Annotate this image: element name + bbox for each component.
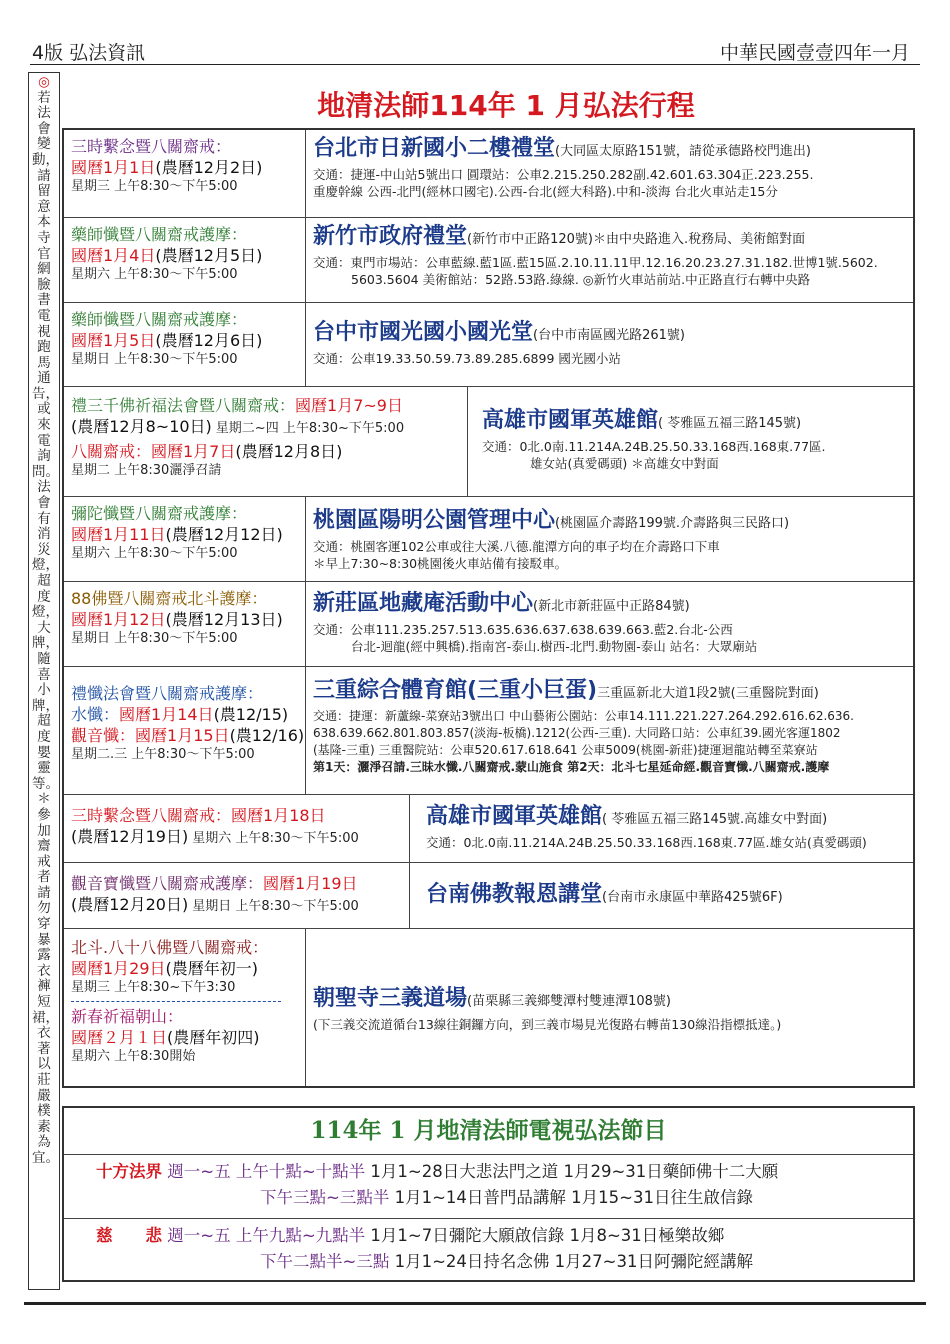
event-name: 北斗.八十八佛暨八關齋戒： bbox=[71, 938, 269, 957]
event-name-2: 八關齋戒：國曆1月7日 bbox=[71, 442, 236, 461]
venue-name: 高雄市國軍英雄館 bbox=[482, 408, 659, 433]
event-time: 星期六 上午8:30～下午5:00 bbox=[71, 546, 238, 561]
event-time: 星期二~四 上午8:30~下午5:00 bbox=[215, 421, 405, 436]
date-lunar: (農曆年初一) bbox=[165, 959, 259, 978]
venue-name: 台中市國光國小國光堂 bbox=[313, 320, 534, 345]
venue-name: 新竹市政府禮堂 bbox=[313, 224, 468, 249]
venue-address: (台南市永康區中華路425號6F) bbox=[602, 890, 783, 905]
event-name: 禮三千佛祈福法會暨八關齋戒： bbox=[71, 396, 296, 415]
date-lunar-2: (農曆12月8日) bbox=[235, 442, 343, 461]
transport-line: 交通：0北.0南.11.214A.24B.25.50.33.168西.168東.77區.雄女站(真愛碼頭) bbox=[426, 835, 867, 850]
date-lunar: (農曆12月6日) bbox=[155, 331, 263, 350]
schedule-row bbox=[64, 303, 913, 387]
venue-address: (新北市新莊區中正路84號) bbox=[533, 599, 690, 614]
event-date: 國曆1月19日 bbox=[263, 874, 358, 893]
transport-line: 5603.5604 美術館站：52路.53路.綠線. ◎新竹火車站前站.中正路直行右轉中央路 bbox=[351, 272, 811, 287]
venue-address: (台中市南區國光路261號) bbox=[533, 328, 685, 343]
program: 1月1~24日持名念佛 1月27~31日阿彌陀經講解 bbox=[394, 1252, 753, 1271]
transport-line: 交通：東門市場站：公車藍線.藍1區.藍15區.2.10.11.11甲.12.16.20.23.27.31.182.世博1號.5602. bbox=[313, 255, 878, 270]
event-time: 星期日 上午8:30～下午5:00 bbox=[71, 352, 238, 367]
schedule-row bbox=[64, 218, 913, 303]
page-header bbox=[32, 38, 910, 66]
transport-line: 交通：公車19.33.50.59.73.89.285.6899 國光國小站 bbox=[313, 351, 621, 366]
transport-line: 交通：0北.0南.11.214A.24B.25.50.33.168西.168東.77區. bbox=[482, 439, 826, 454]
date-lunar-2: (農曆年初四) bbox=[167, 1028, 260, 1047]
schedule-row bbox=[64, 863, 913, 929]
channel-name: 十方法界 bbox=[96, 1162, 162, 1181]
venue-address: (大同區太原路151號，請從承德路校門進出) bbox=[555, 144, 811, 159]
tv-channel-1-line-2 bbox=[260, 1186, 753, 1210]
event-date: 國曆1月7~9日 bbox=[295, 396, 403, 415]
event-time: 星期日 上午8:30～下午5:00 bbox=[71, 631, 238, 646]
transport-line: 638.639.662.801.803.857(淡海-板橋).1212(公西-三重). 大同路口站：公車紅39.國光客運1802 bbox=[313, 726, 841, 740]
date-gregorian: 國曆1月1日 bbox=[71, 158, 156, 177]
page-title: 地清法師114年 1 月弘法行程 bbox=[317, 89, 695, 122]
tv-title: 114年 1 月地清法師電視弘法節目 bbox=[64, 1108, 913, 1155]
date-lunar: (農曆12月8~10日) bbox=[71, 417, 212, 436]
line-a-date: 國曆1月14日 bbox=[119, 705, 214, 724]
tv-channel-2-line-1 bbox=[96, 1224, 724, 1248]
event-time: 星期六 上午8:30～下午5:00 bbox=[71, 267, 238, 282]
transport-line: 重慶幹線 公西-北門(經林口國宅).公西-台北(經大科路).中和-淡海 台北火車站走15分 bbox=[313, 184, 778, 199]
schedule-row bbox=[64, 130, 913, 218]
transport-line: 雄女站(真愛碼頭) ＊高雄女中對面 bbox=[530, 456, 719, 471]
schedule-row bbox=[64, 667, 913, 795]
header-divider bbox=[30, 64, 920, 65]
side-note-text: 若法會變動，請留意本寺官網臉書電視跑馬通告，或來電詢問。法會有消災燈，超度燈，大牌，隨喜小牌，超度嬰靈等。＊參加齋戒者請勿穿暴露衣褲短裙，衣著以莊嚴樸素為宜。 bbox=[32, 89, 59, 1166]
tv-channel-1-line-1 bbox=[96, 1160, 778, 1184]
schedule-row bbox=[64, 497, 913, 582]
transport-line: 交通：公車111.235.257.513.635.636.637.638.639.663.藍2.台北-公西 bbox=[313, 622, 733, 637]
venue-address: ( 苓雅區五福三路145號) bbox=[658, 416, 802, 431]
venue-address: (桃園區介壽路199號.介壽路與三民路口) bbox=[555, 516, 790, 531]
event-name: 藥師懺暨八關齋戒護摩： bbox=[71, 310, 248, 329]
program: 1月1~28日大悲法門之道 1月29~31日藥師佛十二大願 bbox=[370, 1162, 779, 1181]
event-name: 三時繫念暨八關齋戒： bbox=[71, 137, 232, 156]
time-slot: 上午十點~十點半 bbox=[235, 1162, 366, 1181]
event-name: 三時繫念暨八關齋戒： bbox=[71, 806, 232, 825]
date-lunar: (農曆12月19日) bbox=[71, 827, 189, 846]
schedule-row bbox=[64, 929, 913, 1086]
event-time: 星期日 上午8:30～下午5:00 bbox=[192, 899, 359, 914]
event-time-2: 星期六 上午8:30開始 bbox=[71, 1049, 196, 1064]
date-lunar: (農曆12月12日) bbox=[165, 525, 283, 544]
event-time: 星期三 上午8:30~下午3:30 bbox=[71, 980, 236, 995]
date-gregorian: 國曆1月5日 bbox=[71, 331, 156, 350]
side-note-mark: ◎ bbox=[38, 74, 50, 90]
venue-name: 朝聖寺三義道場 bbox=[313, 986, 468, 1011]
channel-days: 週一~五 bbox=[167, 1226, 231, 1245]
event-name: 觀音寶懺暨八關齋戒護摩： bbox=[71, 874, 264, 893]
date-gregorian: 國曆1月11日 bbox=[71, 525, 166, 544]
venue-name: 三重綜合體育館(三重小巨蛋) bbox=[313, 678, 598, 703]
venue-name: 台北市日新國小二樓禮堂 bbox=[313, 136, 556, 161]
date-gregorian: 國曆1月12日 bbox=[71, 610, 166, 629]
venue-name: 台南佛教報恩講堂 bbox=[426, 882, 603, 907]
time-slot: 上午九點~九點半 bbox=[235, 1226, 366, 1245]
date-lunar: (農曆12月20日) bbox=[71, 895, 189, 914]
line-a-label: 水懺： bbox=[71, 705, 120, 724]
date-lunar: (農曆12月13日) bbox=[165, 610, 283, 629]
date-lunar: (農曆12月5日) bbox=[155, 246, 263, 265]
schedule-row bbox=[64, 582, 913, 667]
event-name: 藥師懺暨八關齋戒護摩： bbox=[71, 225, 248, 244]
header-right: 中華民國壹壹四年一月 bbox=[719, 42, 910, 64]
venue-address: (苗栗縣三義鄉雙潭村雙連潭108號) bbox=[467, 994, 671, 1009]
time-slot: 下午三點~三點半 bbox=[260, 1188, 390, 1207]
side-note bbox=[28, 72, 60, 1290]
event-time: 星期二.三 上午8:30～下午5:00 bbox=[71, 747, 255, 762]
dashed-divider bbox=[71, 1001, 281, 1002]
line-b-lunar: (農12/16) bbox=[229, 726, 305, 745]
schedule-row bbox=[64, 795, 913, 863]
program: 1月1~14日普門品講解 1月15~31日往生啟信錄 bbox=[394, 1188, 753, 1207]
venue-name: 桃園區陽明公園管理中心 bbox=[313, 508, 556, 533]
transport-line: (基隆-三重) 三重醫院站：公車520.617.618.641 公車5009(桃園-新莊)捷運迴龍站轉至菜寮站 bbox=[313, 743, 818, 757]
venue-name: 新莊區地藏庵活動中心 bbox=[313, 591, 534, 616]
transport-line: (下三義交流道循台13線往銅鑼方向，到三義市場見光復路右轉苗130線沿指標抵達。) bbox=[313, 1017, 782, 1032]
venue-name: 高雄市國軍英雄館 bbox=[426, 804, 603, 829]
time-slot: 下午二點半~三點 bbox=[260, 1252, 390, 1271]
date-gregorian: 國曆1月4日 bbox=[71, 246, 156, 265]
schedule-row bbox=[64, 387, 913, 497]
venue-address: ( 苓雅區五福三路145號.高雄女中對面) bbox=[602, 812, 828, 827]
footer-rule bbox=[24, 1302, 926, 1305]
transport-line: ＊早上7:30~8:30桃園後火車站備有接駁車。 bbox=[313, 556, 568, 571]
line-a-lunar: (農12/15) bbox=[213, 705, 289, 724]
event-time: 星期六 上午8:30～下午5:00 bbox=[192, 831, 359, 846]
program: 1月1~7日彌陀大願啟信錄 1月8~31日極樂故鄉 bbox=[370, 1226, 725, 1245]
event-time-2: 星期二 上午8:30灑淨召請 bbox=[71, 463, 222, 478]
tv-channel-2-line-2 bbox=[260, 1250, 753, 1274]
tv-divider bbox=[64, 1218, 913, 1219]
event-time: 星期三 上午8:30～下午5:00 bbox=[71, 179, 238, 194]
channel-name: 慈 悲 bbox=[96, 1226, 162, 1245]
transport-line: 台北-迴龍(經中興橋).指南宮-泰山.樹西-北門.動物園-泰山 站名：大眾廟站 bbox=[351, 639, 758, 654]
channel-days: 週一~五 bbox=[167, 1162, 231, 1181]
event-name: 彌陀懺暨八關齋戒護摩： bbox=[71, 504, 248, 523]
event-name: 88佛暨八關齋戒北斗護摩： bbox=[71, 589, 268, 608]
event-date: 國曆1月18日 bbox=[231, 806, 326, 825]
venue-address: (新竹市中正路120號)＊由中央路進入.稅務局、美術館對面 bbox=[467, 232, 806, 247]
line-b-date: 國曆1月15日 bbox=[135, 726, 230, 745]
venue-address: 三重區新北大道1段2號(三重醫院對面) bbox=[597, 686, 819, 701]
schedule-table bbox=[62, 128, 915, 1088]
event-name: 禮懺法會暨八關齋戒護摩： bbox=[71, 684, 264, 703]
date-gregorian-2: 國曆２月１日 bbox=[71, 1028, 168, 1047]
transport-line: 交通：捷運-中山站5號出口 圓環站：公車2.215.250.282副.42.601.63.304正.223.255. bbox=[313, 167, 814, 182]
transport-line: 交通：桃園客運102公車或往大溪.八德.龍潭方向的車子均在介壽路口下車 bbox=[313, 539, 720, 554]
date-gregorian: 國曆1月29日 bbox=[71, 959, 166, 978]
header-left: 4版 弘法資訊 bbox=[32, 42, 146, 64]
transport-line: 第1天：灑淨召請.三昧水懺.八關齋戒.蒙山施食 第2天：北斗七星延命經.觀音寶懺.八關齋戒.護摩 bbox=[313, 760, 830, 774]
date-lunar: (農曆12月2日) bbox=[155, 158, 263, 177]
line-b-label: 觀音懺： bbox=[71, 726, 136, 745]
transport-line: 交通：捷運：新蘆線-菜寮站3號出口 中山藝術公園站：公車14.111.221.227.264.292.616.62.636. bbox=[313, 709, 854, 723]
tv-program-box bbox=[62, 1106, 915, 1282]
event-name-2: 新春祈福朝山： bbox=[71, 1007, 184, 1026]
